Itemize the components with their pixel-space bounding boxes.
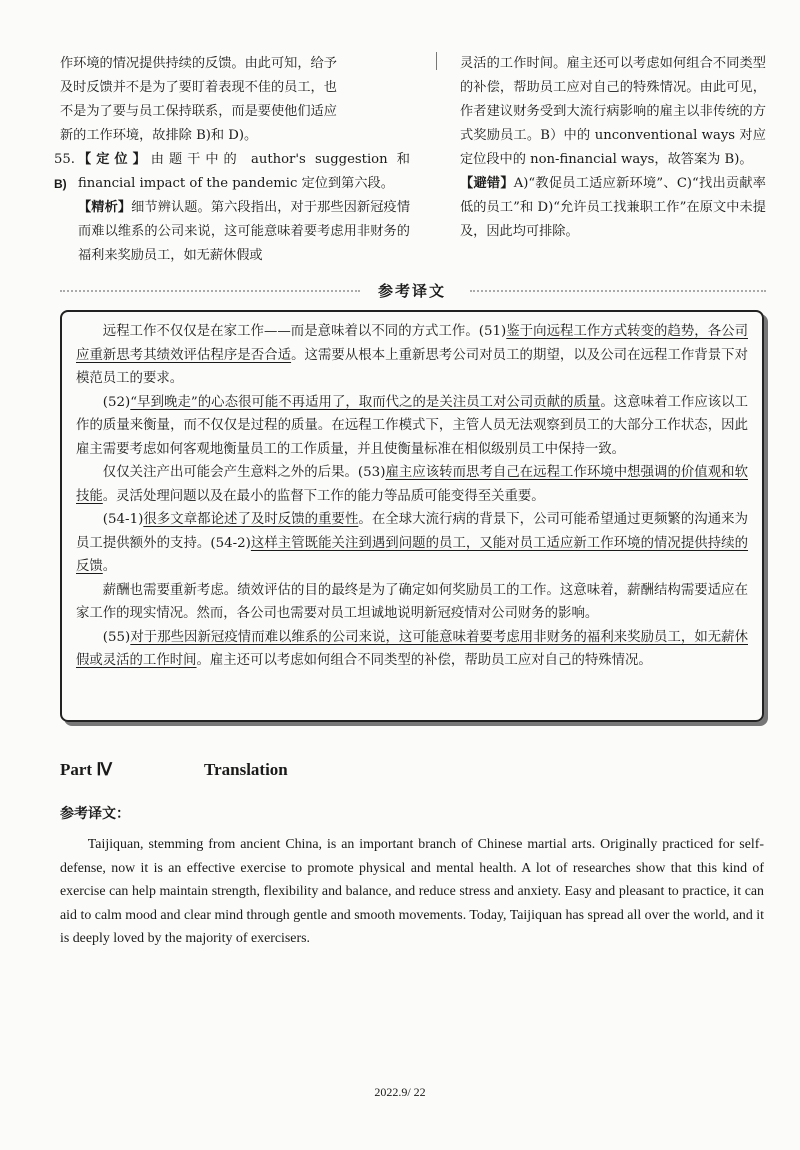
header-dotted-rule	[60, 290, 360, 292]
analysis-paragraph	[78, 196, 410, 268]
translation-paragraph	[76, 461, 748, 508]
header-dotted-rule	[470, 290, 766, 292]
translation-paragraph: 薪酬也需要重新考虑。绩效评估的目的最终是为了确定如何奖励员工的工作。这意味着，薪酬结构需要适应在家工作的现实情况。然而，各公司也需要对员工坦诚地说明新冠疫情对公司财务的影响。	[76, 582, 748, 621]
column-divider	[436, 52, 437, 70]
analysis-continued: 灵活的工作时间。雇主还可以考虑如何组合不同类型的补偿，帮助员工应对自己的特殊情况。由此可见，作者建议财务受到大流行病影响的雇主以非传统的方式奖励员工。B）中的 unconventional ways 对应定位段中的 non-financial ways，故答案为 B)。	[460, 56, 766, 167]
left-column	[54, 52, 411, 268]
text: 。灵活处理问题以及在最小的监督下工作的能力等品质可能变得至关重要。	[102, 488, 545, 504]
part-label: Part Ⅳ	[60, 760, 113, 779]
text: 。这需要从根本上重新思考公司对员工的期望，以及公司在远程工作背景下对模范员工的要求。	[76, 347, 749, 386]
underlined-text: 这样主管既能关注到遇到问题的员工，又能对员工适应新工作环境的情况提供持续的反馈	[76, 535, 749, 574]
part-heading	[60, 760, 288, 780]
error-paragraph	[460, 172, 766, 244]
locate-paragraph	[78, 148, 410, 196]
translation-box	[60, 310, 764, 722]
translation-answer: Taijiquan, stemming from ancient China, is an important branch of Chinese martial arts. Originally practiced for self-defense, now it is an effective exercise to promote physical and mental health. A lot of researches show that this kind of exercise can help maintain strength, flexibility and balance, and reduce stress and anxiety. Easy and pleasant to practice, it can aid to calm mood and clear mind through gentle and smooth movements. Today, Taijiquan has spread all over the world, and it is deeply loved by the majority of exercisers.	[60, 837, 764, 946]
error-text: A)“教促员工适应新环境”、C)“找出贡献率低的员工”和 D)“允许员工找兼职工作”在原文中未提及，因此均可排除。	[460, 176, 766, 239]
text: 。	[102, 559, 117, 574]
question-55	[54, 148, 411, 268]
text: 。在全球大流行病的背景下，公司可能希望通过更频繁的沟通来为员工提供额外的支持。(54-2)	[76, 512, 749, 551]
question-number: 55.	[54, 152, 75, 167]
question-answer-mark: B)	[54, 177, 67, 191]
translation-paragraph	[76, 391, 748, 462]
analysis-tag: 【精析】	[78, 200, 132, 215]
text: (54-1)	[102, 512, 144, 527]
underlined-text: 鉴于向远程工作方式转变的趋势，各公司应重新思考其绩效评估程序是否合适	[76, 324, 748, 363]
translation-paragraph	[76, 626, 748, 673]
continued-line: 及时反馈并不是为了要盯着表现不佳的员工，也	[60, 80, 337, 95]
text: 远程工作不仅仅是在家工作——而是意味着以不同的方式工作。(51)	[102, 324, 507, 339]
text: (55)	[102, 629, 131, 645]
translation-section-header	[60, 280, 766, 302]
underlined-text: 雇主应该转而思考自己在远程工作环境中想强调的价值观和软技能	[76, 465, 748, 504]
underlined-text: 对于那些因新冠疫情而难以维系的公司来说，这可能意味着要考虑用非财务的福利来奖励员工，如无薪休假或灵活的工作时间	[76, 629, 748, 668]
text: 。雇主还可以考虑如何组合不同类型的补偿，帮助员工应对自己的特殊情况。	[196, 653, 652, 668]
underlined-text: 很多文章都论述了及时反馈的重要性	[143, 512, 359, 527]
text: 仅仅关注产出可能会产生意料之外的后果。(53)	[102, 465, 386, 480]
translation-paragraph	[76, 320, 748, 391]
text: (52)	[102, 394, 131, 410]
locate-text: 由题干中的 author's suggestion 和 financial impact of the pandemic 定位到第六段。	[78, 152, 410, 191]
translation-paragraph	[76, 508, 748, 579]
right-column	[460, 52, 766, 244]
locate-tag: 【定位】	[78, 152, 151, 167]
continued-line: 新的工作环境，故排除 B)和 D)。	[60, 128, 258, 143]
text: 。这意味着工作应该以工作的质量来衡量，而不仅仅是过程的质量。在远程工作模式下，主管人员无法观察到员工的大部分工作状态，因此雇主需要考虑如何客观地衡量员工的工作质量，并且使衡量标准在相似级别员工中保持一致。	[76, 394, 748, 457]
error-tag: 【避错】	[460, 176, 514, 191]
part-name: Translation	[204, 760, 288, 779]
continued-line: 作环境的情况提供持续的反馈。由此可知，给予	[60, 56, 337, 71]
analysis-text: 细节辨认题。第六段指出，对于那些因新冠疫情而难以维系的公司来说，这可能意味着要考虑用非财务的福利来奖励员工，如无薪休假或	[78, 200, 411, 263]
page-number: 2022.9/ 22	[374, 1085, 426, 1099]
answer-label: 参考译文：	[60, 806, 130, 822]
underlined-text: “早到晚走”的心态很可能不再适用了，取而代之的是关注员工对公司贡献的质量	[130, 394, 601, 410]
section-title: 参考译文	[378, 282, 447, 300]
continued-line: 不是为了要与员工保持联系，而是要使他们适应	[60, 104, 337, 119]
